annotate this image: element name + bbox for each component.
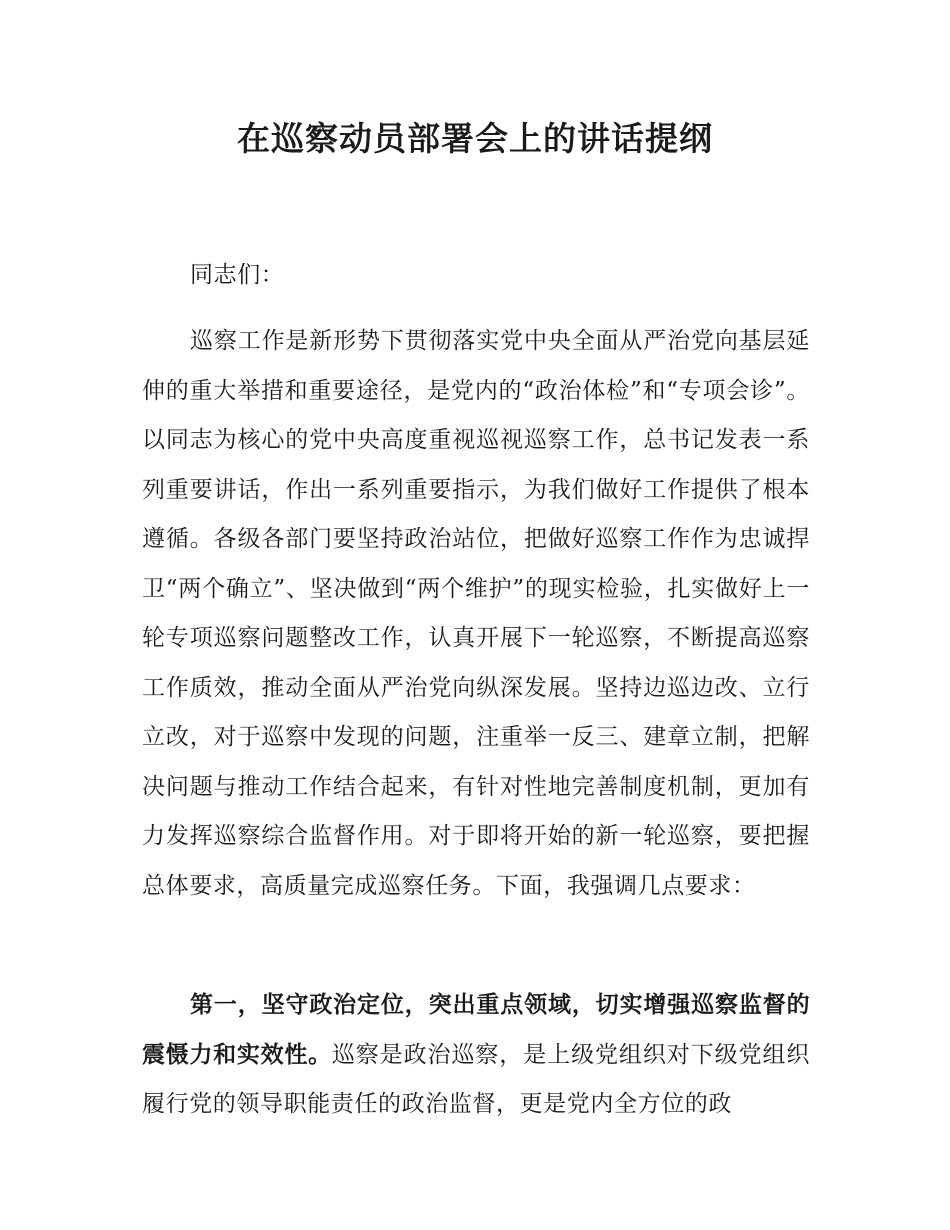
document-title: 在巡察动员部署会上的讲话提纲 — [237, 119, 713, 158]
paragraph-intro: 巡察工作是新形势下贯彻落实党中央全面从严治党向基层延伸的重大举措和重要途径，是党内的“政治体检”和“专项会诊”。以同志为核心的党中央高度重视巡视巡察工作，总书记发表一系列重要讲话，作出一系列重要指示，为我们做好工作提供了根本遵循。各级各部门要坚持政治站位，把做好巡察工作作为忠诚捍卫“两个确立”、坚决做到“两个维护”的现实检验，扎实做好上一轮专项巡察问题整改工作，认真开展下一轮巡察，不断提高巡察工作质效，推动全面从严治党向纵深发展。坚持边巡边改、立行立改，对于巡察中发现的问题，注重举一反三、建章立制，把解决问题与推动工作结合起来，有针对性地完善制度机制，更加有力发挥巡察综合监督作用。对于即将开始的新一轮巡察，要把握总体要求，高质量完成巡察任务。下面，我强调几点要求： — [142, 328, 810, 899]
paragraph-first-point — [142, 981, 810, 1130]
salutation: 同志们： — [190, 262, 285, 288]
first-point-heading: 第一，坚守政治定位，突出重点领域，切实增强巡察监督的震慑力和实效性。 — [142, 992, 810, 1068]
first-point-text: 巡察是政治巡察，是上级党组织对下级党组织履行党的领导职能责任的政治监督，更是党内全方位的政 — [142, 1041, 811, 1117]
